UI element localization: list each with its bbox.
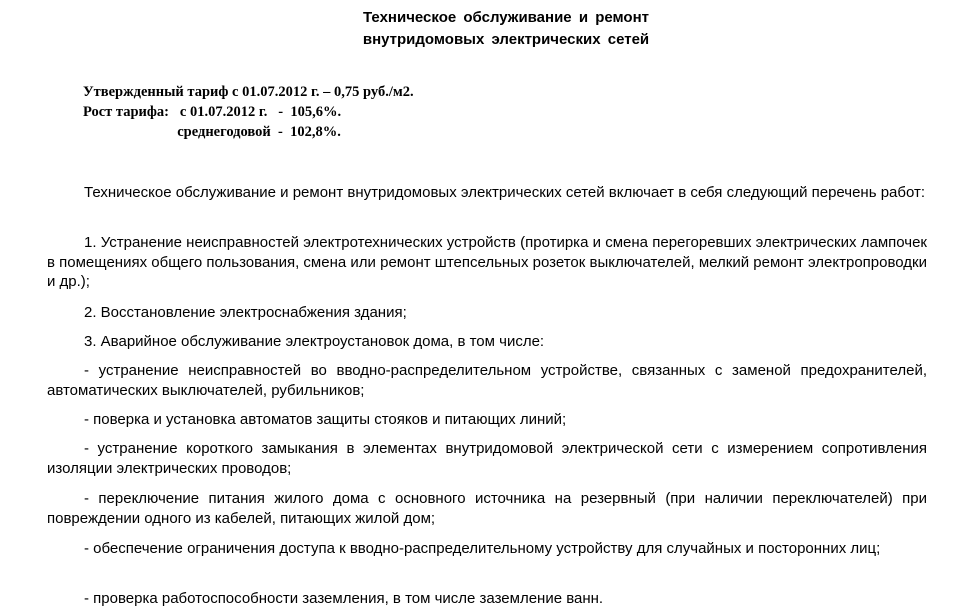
paragraph-subitem-5: - обеспечение ограничения доступа к вводно-распределительному устройству для случайных и посторонних лиц;	[84, 540, 881, 557]
paragraph-subitem-6: - проверка работоспособности заземления, в том числе заземление ванн.	[84, 590, 604, 607]
tariff-growth: Рост тарифа: с 01.07.2012 г. - 105,6%.	[83, 104, 342, 120]
paragraph-intro: Техническое обслуживание и ремонт внутридомовых электрических сетей включает в себя следующий перечень работ:	[84, 184, 926, 201]
tariff-annual-average: среднегодовой - 102,8%.	[83, 124, 341, 140]
paragraph-subitem-4: - переключение питания жилого дома с основного источника на резервный (при наличии переключателей) при повреждении одного из кабелей, питающих жилой дом;	[47, 490, 927, 527]
paragraph-subitem-2: - поверка и установка автоматов защиты стояков и питающих линий;	[84, 411, 567, 428]
paragraph-subitem-1: - устранение неисправностей во вводно-распределительном устройстве, связанных с заменой предохранителей, автоматических выключателей, рубильников;	[47, 362, 927, 399]
document-title	[0, 7, 960, 51]
paragraph-item-3: 3. Аварийное обслуживание электроустановок дома, в том числе:	[84, 333, 545, 350]
paragraph-subitem-3: - устранение короткого замыкания в элементах внутридомовой электрической сети с измерением сопротивления изоляции электрических проводов;	[47, 440, 927, 477]
paragraph-item-2: 2. Восстановление электроснабжения здания;	[84, 304, 407, 321]
document-title-line-2: внутридомовых электрических сетей	[362, 31, 650, 48]
document-title-line-1: Техническое обслуживание и ремонт	[363, 9, 649, 26]
tariff-approved: Утвержденный тариф с 01.07.2012 г. – 0,75 руб./м2.	[83, 84, 414, 100]
paragraph-item-1: 1. Устранение неисправностей электротехнических устройств (протирка и смена перегоревших электрических лампочек в помещениях общего пользования, смена или ремонт штепсельных розеток выключателей, мелкий ремонт электропроводки и др.);	[47, 234, 927, 290]
tariff-block	[83, 82, 414, 142]
